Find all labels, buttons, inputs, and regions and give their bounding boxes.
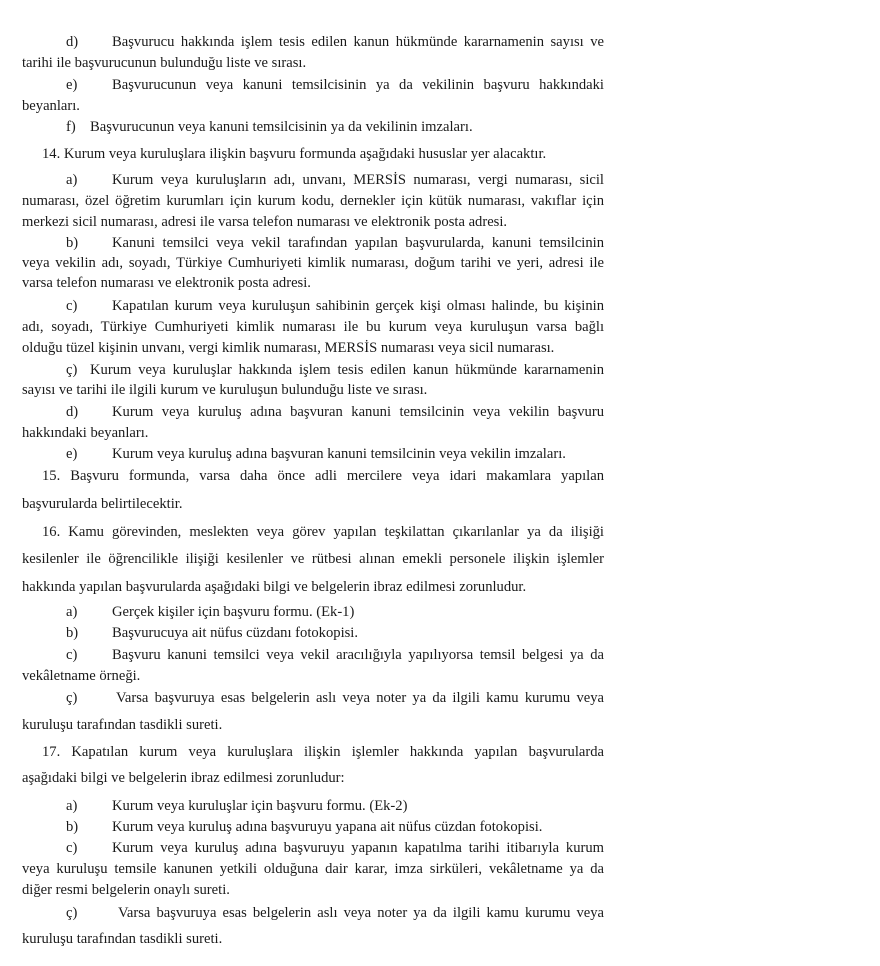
item-text-line: Başvurucunun veya kanuni temsilcisinin ya da vekilinin imzaları. <box>90 119 473 135</box>
section-15 <box>0 466 880 486</box>
item-text-line: Kurum veya kuruluş adına başvuruyu yapanın kapatılma tarihi itibarıyla kurum <box>112 840 604 856</box>
paragraph-line: başvurularda belirtilecektir. <box>22 496 183 512</box>
item-text-line: vekâletname örneği. <box>22 668 141 684</box>
section-16 <box>0 522 880 542</box>
paragraph-line: kesilenler ile öğrencilikle ilişiği kesilenler ve rütbesi alınan emekli personele ilişkin işlemler <box>22 551 604 567</box>
item-marker: ç) <box>66 905 78 921</box>
item-14-b <box>0 233 880 253</box>
item-text-line: hakkındaki beyanları. <box>22 425 149 441</box>
item-text-line: adı, soyadı, Türkiye Cumhuriyeti kimlik numarası ile bu kurum veya kuruluşun varsa bağlı <box>22 319 604 335</box>
item-text-line: Başvurucu hakkında işlem tesis edilen kanun hükmünde kararnamenin sayısı ve <box>112 34 604 50</box>
item-text-line: varsa telefon numarası ve elektronik posta adresi. <box>22 275 311 291</box>
item-text-line: Başvurucunun veya kanuni temsilcisinin ya da vekilinin başvuru hakkındaki <box>112 77 604 93</box>
item-16-c-cont <box>0 666 880 686</box>
paragraph-line: hakkında yapılan başvurularda aşağıdaki bilgi ve belgelerin ibraz edilmesi zorunludur. <box>22 579 527 595</box>
item-text-line: diğer resmi belgelerin onaylı sureti. <box>22 882 230 898</box>
section-15-cont <box>0 494 880 514</box>
item-13-f <box>0 117 880 137</box>
item-14-b-cont <box>0 273 880 293</box>
item-14-cc-cont <box>0 380 880 400</box>
paragraph-line: 15. Başvuru formunda, varsa daha önce adli mercilere veya idari makamlara yapılan <box>42 468 604 484</box>
item-16-a <box>0 602 880 622</box>
item-14-e <box>0 444 880 464</box>
item-text-line: Kanuni temsilci veya vekil tarafından yapılan başvurularda, kanuni temsilcinin <box>112 235 604 251</box>
item-marker: c) <box>66 840 78 856</box>
item-marker: f) <box>66 119 76 135</box>
item-marker: b) <box>66 819 79 835</box>
item-14-c-cont <box>0 338 880 358</box>
item-text-line: veya kuruluşu temsile kanunen yetkili olduğuna dair karar, imza sirküleri, vekâletname ya da <box>22 861 604 877</box>
section-17-cont <box>0 768 880 788</box>
item-17-cc <box>0 903 880 923</box>
item-16-b <box>0 623 880 643</box>
item-marker: e) <box>66 77 78 93</box>
item-marker: a) <box>66 172 78 188</box>
item-14-b-cont <box>0 253 880 273</box>
paragraph-line: 16. Kamu görevinden, meslekten veya görev yapılan teşkilattan çıkarılanlar ya da ilişiği <box>42 524 604 540</box>
item-14-d <box>0 402 880 422</box>
item-text-line: Kurum veya kuruluşlar hakkında işlem tesis edilen kanun hükmünde kararnamenin <box>90 362 604 378</box>
item-marker: b) <box>66 235 79 251</box>
item-text-line: kuruluşu tarafından tasdikli sureti. <box>22 931 223 947</box>
section-16-cont <box>0 549 880 569</box>
item-text-line: Varsa başvuruya esas belgelerin aslı veya noter ya da ilgili kamu kurumu veya <box>118 905 604 921</box>
item-14-cc <box>0 360 880 380</box>
item-text-line: beyanları. <box>22 98 80 114</box>
item-17-cc-cont <box>0 929 880 949</box>
item-text-line: Kurum veya kuruluşların adı, unvanı, MERSİS numarası, vergi numarası, sicil <box>112 172 604 188</box>
item-marker: ç) <box>66 690 78 706</box>
item-14-a-cont <box>0 191 880 211</box>
item-text-line: kuruluşu tarafından tasdikli sureti. <box>22 717 223 733</box>
item-17-b <box>0 817 880 837</box>
item-marker: c) <box>66 298 78 314</box>
item-13-d <box>0 32 880 52</box>
paragraph-line: 17. Kapatılan kurum veya kuruluşlara ilişkin işlemler hakkında yapılan başvurularda <box>42 744 604 760</box>
item-marker: a) <box>66 798 78 814</box>
item-16-cc <box>0 688 880 708</box>
item-17-c <box>0 838 880 858</box>
item-marker: a) <box>66 604 78 620</box>
item-text-line: Başvurucuya ait nüfus cüzdanı fotokopisi. <box>112 625 359 641</box>
item-17-c-cont <box>0 859 880 879</box>
item-marker: d) <box>66 34 79 50</box>
item-14-a-cont <box>0 212 880 232</box>
item-text-line: numarası, özel öğretim kurumları için kurum kodu, dernekler için kütük numarası, vakıflar için <box>22 193 604 209</box>
item-17-a <box>0 796 880 816</box>
item-14-d-cont <box>0 423 880 443</box>
item-14-c-cont <box>0 317 880 337</box>
item-16-c <box>0 645 880 665</box>
item-text-line: tarihi ile başvurucunun bulunduğu liste ve sırası. <box>22 55 307 71</box>
item-text-line: veya vekilin adı, soyadı, Türkiye Cumhuriyeti kimlik numarası, doğum tarihi ve yeri, adresi ile <box>22 255 604 271</box>
item-text-line: Kurum veya kuruluş adına başvuran kanuni temsilcinin veya vekilin imzaları. <box>112 446 566 462</box>
item-17-c-cont <box>0 880 880 900</box>
paragraph-line: aşağıdaki bilgi ve belgelerin ibraz edilmesi zorunludur: <box>22 770 345 786</box>
item-text-line: Kurum veya kuruluşlar için başvuru formu. (Ek-2) <box>112 798 408 814</box>
section-16-cont <box>0 577 880 597</box>
item-marker: e) <box>66 446 78 462</box>
item-text-line: Kapatılan kurum veya kuruluşun sahibinin gerçek kişi olması halinde, bu kişinin <box>112 298 604 314</box>
item-marker: d) <box>66 404 79 420</box>
item-marker: c) <box>66 647 78 663</box>
item-text-line: Başvuru kanuni temsilci veya vekil aracılığıyla yapılıyorsa temsil belgesi ya da <box>112 647 604 663</box>
item-13-e <box>0 75 880 95</box>
item-13-e-cont <box>0 96 880 116</box>
item-text-line: olduğu tüzel kişinin unvanı, vergi kimlik numarası, MERSİS numarası veya sicil numarası. <box>22 340 555 356</box>
item-14-c <box>0 296 880 316</box>
item-16-cc-cont <box>0 715 880 735</box>
item-marker: b) <box>66 625 79 641</box>
item-text-line: Varsa başvuruya esas belgelerin aslı veya noter ya da ilgili kamu kurumu veya <box>116 690 604 706</box>
item-text-line: Gerçek kişiler için başvuru formu. (Ek-1) <box>112 604 355 620</box>
item-14-a <box>0 170 880 190</box>
item-text-line: sayısı ve tarihi ile ilgili kurum ve kuruluşun bulunduğu liste ve sırası. <box>22 382 428 398</box>
item-marker: ç) <box>66 362 78 378</box>
item-text-line: merkezi sicil numarası, adresi ile varsa telefon numarası ve elektronik posta adresi. <box>22 214 508 230</box>
paragraph-line: 14. Kurum veya kuruluşlara ilişkin başvuru formunda aşağıdaki hususlar yer alacaktır. <box>42 146 547 162</box>
item-13-d-cont <box>0 53 880 73</box>
item-text-line: Kurum veya kuruluş adına başvuran kanuni temsilcinin veya vekilin başvuru <box>112 404 604 420</box>
item-text-line: Kurum veya kuruluş adına başvuruyu yapana ait nüfus cüzdan fotokopisi. <box>112 819 543 835</box>
section-14-heading <box>0 144 880 164</box>
section-17 <box>0 742 880 762</box>
